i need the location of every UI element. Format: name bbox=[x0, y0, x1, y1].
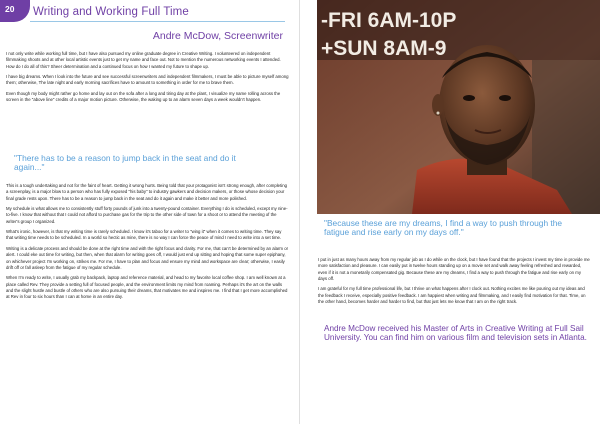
body-text-top bbox=[6, 51, 289, 108]
author-bio: Andre McDow received his Master of Arts in Creative Writing at Full Sail University. You can find him on various film and television sets in Atlanta. bbox=[324, 324, 587, 342]
paragraph: Writing is a delicate process and should be done at the right time and with the right focus and clarity. For me, that can't be determined by an alarm or alert. I could eke out time for writing, but then, when that alarm for writing goes off, I would just end up sitting and hoping that some super epiphany, on whichever project I'm working on, strikes me. For me, I have to plan and focus and ensure my mind and workspace are clear; otherwise, I easily drift off or fall asleep from the fatigue of my regular schedule. bbox=[6, 245, 289, 270]
page-number-left: 20 bbox=[0, 0, 30, 22]
article-byline: Andre McDow, Screenwriter bbox=[152, 30, 283, 42]
paragraph: I am grateful for my full time professional life, but I thrive on what happens after I clock out. Nothing excites me like pouring out my ideas and the feedback I receive, especially positive feedback. I am happiest when writing and filmmaking, and I easily find motivation for that. Time, on the other hand, becomes harder and harder to find, but that just lets me know that I am on the right track. bbox=[318, 286, 586, 304]
paragraph: I put in just as many hours away from my regular job as I do while on the clock, but I have found that the projects I invest my time in provide me more satisfaction and pleasure. I can easily put in twelve hours standing up on a movie set and walk away feeling refreshed and rewarded, even if it is not a monetarily compensated gig. Because these are my dreams, I find a way to push through the fatigue and rise early on my days off. bbox=[318, 257, 590, 281]
pull-quote-right: "Because these are my dreams, I find a way to push through the fatigue and rise early on my days off." bbox=[324, 218, 563, 238]
paragraph: What's ironic, however, is that my writing time is rarely scheduled. I know it's taboo for a writer to "wing it" when it comes to writing time. They say that writing time needs to be scheduled. In a world so hectic as mine, there is no way I can force the peace of mind I need to write into a set time. bbox=[6, 229, 282, 241]
portrait-illustration bbox=[317, 0, 600, 214]
paragraph: I not only write while working full time, but I have also pursued my online graduate degree in Creative Writing. I volunteered on independent filmmaking shoots and at other local artistic events just to get my name and face out. Not to mention the numerous networking events I attended. How do I do all of this? Sheer determination and a continued focus on how I wanted my future to shape up. bbox=[6, 51, 281, 69]
paragraph: My schedule is what allows me to consistently stuff forty pounds of junk into a twenty-pound container. Everything I do is scheduled, except my nine-to-five. I know that without that I could not afford to purchase gas for the trip to the other side of town for a shoot or to attend the meeting of the writer's group I organized. bbox=[6, 206, 288, 224]
paragraph: This is a tough undertaking and not for the faint of heart. Getting it wrong hurts. Being told that your protagonist isn't strong enough, after completing a screenplay, is a major blow to a person who has fully exposed "his baby" to industry gawkers and decision makers, or those whose decision your final grade rests upon. There has to be a reason to jump back in the seat and do it again and make it better and more polished. bbox=[6, 183, 288, 201]
pull-quote-left: "There has to be a reason to jump back in the seat and do it again..." bbox=[14, 153, 236, 173]
paragraph: Even though my body might rather go home and lay out on the sofa after a long and tiring day at the plant, I visualize my name rolling across the screen in the "above line" credits of a major motion picture. Otherwise, the waking up to an alarm seven days a week wouldn't happen. bbox=[6, 90, 281, 103]
paragraph: I have big dreams. When I look into the future and see successful screenwriters and independent filmmakers, I must be able to picture myself among them; otherwise, The late night and early morning sacrifices have to amount to something in order for me to brave them. bbox=[6, 74, 289, 86]
portrait-photo bbox=[317, 0, 600, 214]
sign-line-1: -FRI 6AM-10P bbox=[321, 9, 457, 32]
title-rule bbox=[30, 21, 285, 22]
body-text-right bbox=[318, 257, 590, 309]
article-title: Writing and Working Full Time bbox=[33, 6, 189, 18]
sign-line-2: +SUN 8AM-9 bbox=[321, 37, 447, 60]
body-text-bottom bbox=[6, 183, 289, 305]
paragraph: When I'm ready to write, I usually grab my backpack, laptop and reference material, and head to my favorite local coffee shop. I am well known at a place called Rev. They provide a setting full of focused people, and the environment limits my mind from roaming. Perhaps it's the art on the walls and the slight hustle and bustle of others who are also pursuing their dreams, that motivates me and inspires me. I find that I get more accomplished at Rev in four to six hours than I can at home in an entire day. bbox=[6, 275, 288, 300]
